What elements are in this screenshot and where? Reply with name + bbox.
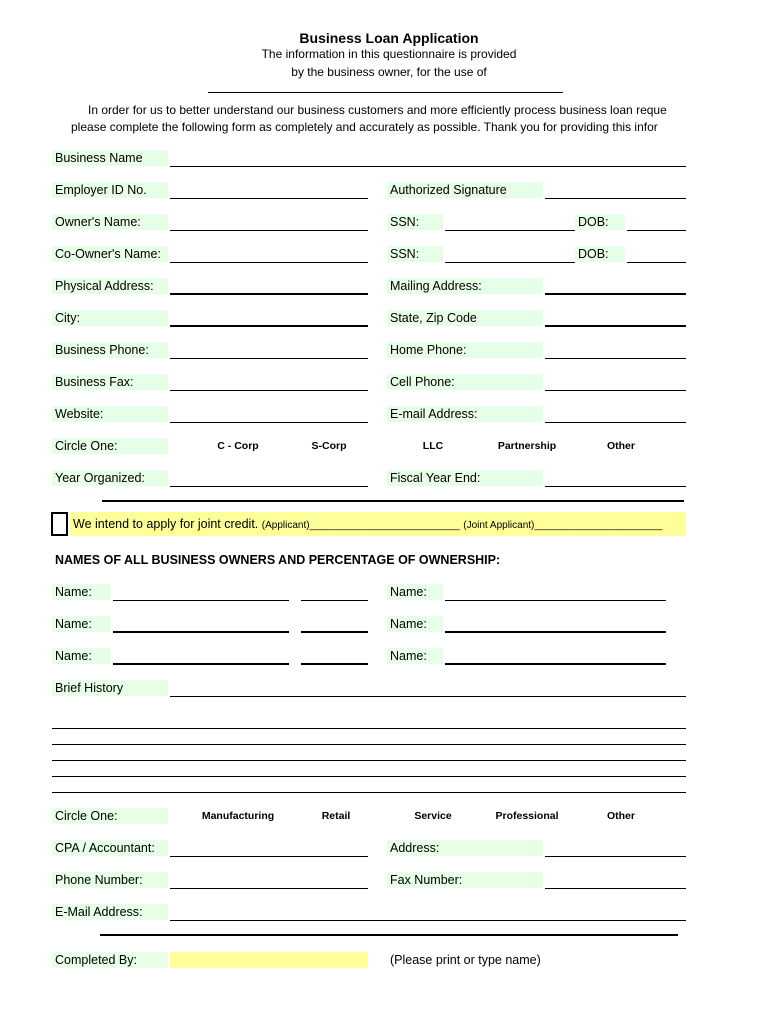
form-title: Business Loan Application [299,30,479,46]
industry-option-other[interactable]: Other [606,810,635,822]
owner-4-name-field[interactable] [445,600,666,601]
joint-credit-text: We intend to apply for joint credit. [73,517,259,531]
business-name-label: Business Name [52,150,168,166]
mailing-address-field[interactable] [545,293,686,295]
email-address-label: E-mail Address: [387,406,543,422]
completed-by-label: Completed By: [52,952,168,968]
year-organized-label: Year Organized: [52,470,168,486]
cpa-fax-field[interactable] [545,888,686,889]
owner-name-label: Owner's Name: [52,214,168,230]
entity-option-llc[interactable]: LLC [422,440,444,452]
physical-address-field[interactable] [170,293,368,295]
business-fax-field[interactable] [170,390,368,391]
cell-phone-field[interactable] [545,390,686,391]
mailing-address-label: Mailing Address: [387,278,543,294]
business-phone-field[interactable] [170,358,368,359]
owner-2-name-label: Name: [52,616,110,632]
state-zip-field[interactable] [545,325,686,327]
intro-line-2: please complete the following form as completely and accurately as possible. Thank you for providing this infor [71,120,658,134]
intro-line-1: In order for us to better understand our business customers and more efficiently process business loan reque [88,103,667,117]
owner-3-name-field[interactable] [113,663,289,665]
brief-history-line-4[interactable] [52,760,686,761]
industry-option-retail[interactable]: Retail [321,810,351,822]
entity-option-other[interactable]: Other [606,440,635,452]
section-divider [102,500,684,502]
business-phone-label: Business Phone: [52,342,168,358]
entity-circle-one-label: Circle One: [52,438,168,454]
employer-id-field[interactable] [170,198,368,199]
home-phone-label: Home Phone: [387,342,543,358]
owner-3-percent-field[interactable] [301,663,368,665]
co-owner-ssn-field[interactable] [445,262,575,263]
owner-3-name-label: Name: [52,648,110,664]
owner-5-name-label: Name: [387,616,443,632]
joint-credit-checkbox[interactable] [51,512,68,536]
authorized-signature-label: Authorized Signature [387,182,543,198]
owner-dob-label: DOB: [575,214,625,230]
cpa-phone-label: Phone Number: [52,872,168,888]
business-name-field[interactable] [170,166,686,167]
cpa-email-field[interactable] [170,920,686,921]
owner-2-percent-field[interactable] [301,631,368,633]
authorized-signature-field[interactable] [545,198,686,199]
lender-name-line[interactable] [208,92,563,93]
owner-2-name-field[interactable] [113,631,289,633]
cpa-field[interactable] [170,856,368,857]
city-label: City: [52,310,168,326]
completed-by-field[interactable] [170,952,368,968]
owners-section-heading: NAMES OF ALL BUSINESS OWNERS AND PERCENTAGE OF OWNERSHIP: [55,553,501,567]
cpa-label: CPA / Accountant: [52,840,168,856]
owner-dob-field[interactable] [627,230,686,231]
brief-history-line-6[interactable] [52,792,686,793]
email-address-field[interactable] [545,422,686,423]
owner-4-name-label: Name: [387,584,443,600]
industry-circle-one-label: Circle One: [52,808,168,824]
brief-history-label: Brief History [52,680,168,696]
industry-option-professional[interactable]: Professional [495,810,559,822]
owner-ssn-label: SSN: [387,214,443,230]
co-owner-name-label: Co-Owner's Name: [52,246,168,262]
co-owner-ssn-label: SSN: [387,246,443,262]
joint-credit-row [70,512,686,536]
owner-6-name-label: Name: [387,648,443,664]
cpa-fax-label: Fax Number: [387,872,543,888]
state-zip-label: State, Zip Code [387,310,543,326]
co-owner-dob-label: DOB: [575,246,625,262]
physical-address-label: Physical Address: [52,278,168,294]
cpa-address-label: Address: [387,840,543,856]
fiscal-year-end-field[interactable] [545,486,686,487]
form-subtitle-2: by the business owner, for the use of [291,65,487,79]
city-field[interactable] [170,325,368,327]
business-fax-label: Business Fax: [52,374,168,390]
footer-divider [100,934,678,936]
website-label: Website: [52,406,168,422]
industry-option-service[interactable]: Service [414,810,452,822]
fiscal-year-end-label: Fiscal Year End: [387,470,543,486]
cell-phone-label: Cell Phone: [387,374,543,390]
year-organized-field[interactable] [170,486,368,487]
brief-history-line-1[interactable] [170,696,686,697]
joint-credit-joint-applicant[interactable]: (Joint Applicant)_______________________ [463,520,663,531]
owner-5-name-field[interactable] [445,631,666,633]
co-owner-name-field[interactable] [170,262,368,263]
form-subtitle-1: The information in this questionnaire is provided [261,47,517,61]
owner-1-name-field[interactable] [113,600,289,601]
owner-1-percent-field[interactable] [301,600,368,601]
joint-credit-applicant[interactable]: (Applicant)___________________________ [261,520,460,531]
owner-1-name-label: Name: [52,584,110,600]
employer-id-label: Employer ID No. [52,182,168,198]
entity-option-c-corp[interactable]: C - Corp [217,440,259,452]
entity-option-s-corp[interactable]: S-Corp [311,440,347,452]
brief-history-line-3[interactable] [52,744,686,745]
entity-option-partnership[interactable]: Partnership [497,440,557,452]
cpa-email-label: E-Mail Address: [52,904,168,920]
co-owner-dob-field[interactable] [627,262,686,263]
completed-by-note: (Please print or type name) [390,953,541,967]
cpa-address-field[interactable] [545,856,686,857]
cpa-phone-field[interactable] [170,888,368,889]
owner-6-name-field[interactable] [445,663,666,665]
home-phone-field[interactable] [545,358,686,359]
owner-name-field[interactable] [170,230,368,231]
owner-ssn-field[interactable] [445,230,575,231]
brief-history-line-2[interactable] [52,728,686,729]
website-field[interactable] [170,422,368,423]
industry-option-manufacturing[interactable]: Manufacturing [201,810,275,822]
brief-history-line-5[interactable] [52,776,686,777]
